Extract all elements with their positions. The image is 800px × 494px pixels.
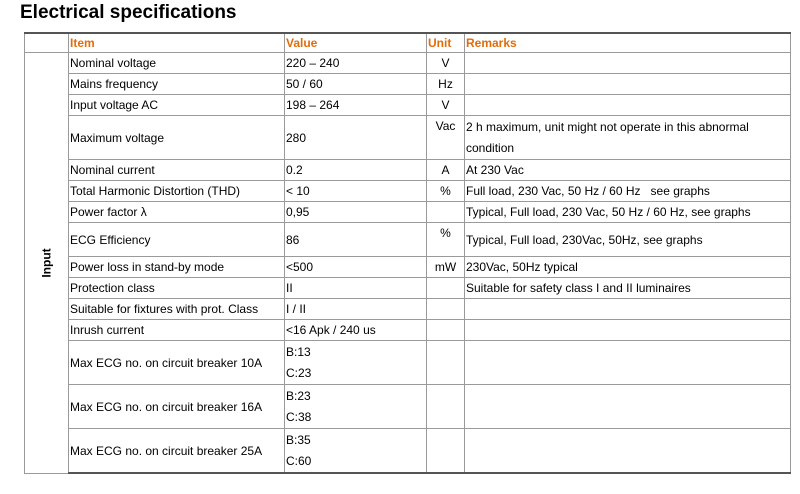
item-cell: Total Harmonic Distortion (THD) xyxy=(69,181,285,202)
item-cell: ECG Efficiency xyxy=(69,223,285,257)
remarks-cell: Full load, 230 Vac, 50 Hz / 60 Hz see graphs xyxy=(465,181,791,202)
item-cell: Suitable for fixtures with prot. Class xyxy=(69,299,285,320)
value-cell: 86 xyxy=(285,223,427,257)
table-row xyxy=(25,95,791,116)
remarks-cell xyxy=(465,341,791,385)
header-group xyxy=(25,33,69,53)
table-row xyxy=(25,320,791,341)
item-cell: Nominal current xyxy=(69,160,285,181)
unit-cell: % xyxy=(427,223,465,257)
table-row xyxy=(25,74,791,95)
value-cell: <500 xyxy=(285,257,427,278)
unit-cell xyxy=(427,429,465,474)
value-line-b: B:13 xyxy=(286,344,311,359)
item-cell: Power factor λ xyxy=(69,202,285,223)
remarks-cell: Typical, Full load, 230Vac, 50Hz, see graphs xyxy=(465,223,791,257)
item-cell: Input voltage AC xyxy=(69,95,285,116)
item-cell: Power loss in stand-by mode xyxy=(69,257,285,278)
value-cell xyxy=(285,429,427,474)
value-cell: 0.2 xyxy=(285,160,427,181)
item-cell: Maximum voltage xyxy=(69,116,285,160)
remarks-cell xyxy=(465,95,791,116)
header-unit: Unit xyxy=(427,33,465,53)
value-cell: 220 – 240 xyxy=(285,53,427,74)
remarks-cell xyxy=(465,74,791,95)
value-line-b: B:35 xyxy=(286,432,311,447)
item-cell: Protection class xyxy=(69,278,285,299)
item-cell: Inrush current xyxy=(69,320,285,341)
unit-cell: Hz xyxy=(427,74,465,95)
item-cell: Mains frequency xyxy=(69,74,285,95)
remarks-cell xyxy=(465,429,791,474)
remarks-cell xyxy=(465,320,791,341)
value-line-b: B:23 xyxy=(286,388,311,403)
table-row xyxy=(25,223,791,257)
remarks-cell: Typical, Full load, 230 Vac, 50 Hz / 60 Hz, see graphs xyxy=(465,202,791,223)
item-cell: Nominal voltage xyxy=(69,53,285,74)
remarks-cell xyxy=(465,299,791,320)
unit-cell: Vac xyxy=(427,116,465,160)
remarks-cell xyxy=(465,53,791,74)
electrical-spec-table xyxy=(24,32,791,474)
unit-cell: V xyxy=(427,53,465,74)
value-line-c: C:38 xyxy=(286,409,312,424)
remarks-cell: 230Vac, 50Hz typical xyxy=(465,257,791,278)
value-line-c: C:60 xyxy=(286,453,312,468)
value-cell: <16 Apk / 240 us xyxy=(285,320,427,341)
unit-cell xyxy=(427,278,465,299)
table-row xyxy=(25,202,791,223)
table-row xyxy=(25,429,791,474)
item-cell: Max ECG no. on circuit breaker 10A xyxy=(69,341,285,385)
value-cell: II xyxy=(285,278,427,299)
unit-cell xyxy=(427,385,465,429)
value-cell: 280 xyxy=(285,116,427,160)
unit-cell xyxy=(427,299,465,320)
unit-cell xyxy=(427,320,465,341)
table-row xyxy=(25,257,791,278)
table-row xyxy=(25,53,791,74)
unit-cell xyxy=(427,341,465,385)
unit-cell: V xyxy=(427,95,465,116)
remarks-cell: 2 h maximum, unit might not operate in this abnormal condition xyxy=(465,116,791,160)
group-cell xyxy=(25,53,69,474)
remarks-cell: At 230 Vac xyxy=(465,160,791,181)
table-row xyxy=(25,160,791,181)
unit-cell: % xyxy=(427,181,465,202)
value-cell: 198 – 264 xyxy=(285,95,427,116)
value-line-c: C:23 xyxy=(286,365,312,380)
unit-cell: A xyxy=(427,160,465,181)
table-row xyxy=(25,181,791,202)
header-remarks: Remarks xyxy=(465,33,791,53)
table-row xyxy=(25,278,791,299)
value-cell: < 10 xyxy=(285,181,427,202)
page-title: Electrical specifications xyxy=(20,2,237,23)
unit-cell xyxy=(427,202,465,223)
item-cell: Max ECG no. on circuit breaker 16A xyxy=(69,385,285,429)
table-row xyxy=(25,341,791,385)
remarks-cell xyxy=(465,385,791,429)
remarks-cell: Suitable for safety class I and II luminaires xyxy=(465,278,791,299)
value-cell: 0,95 xyxy=(285,202,427,223)
group-label-input: Input xyxy=(39,248,54,278)
table-row xyxy=(25,116,791,160)
value-cell: I / II xyxy=(285,299,427,320)
value-cell xyxy=(285,385,427,429)
value-cell xyxy=(285,341,427,385)
value-cell: 50 / 60 xyxy=(285,74,427,95)
item-cell: Max ECG no. on circuit breaker 25A xyxy=(69,429,285,474)
unit-cell: mW xyxy=(427,257,465,278)
header-item: Item xyxy=(69,33,285,53)
table-row xyxy=(25,299,791,320)
header-value: Value xyxy=(285,33,427,53)
table-row xyxy=(25,385,791,429)
header-row xyxy=(25,33,791,53)
